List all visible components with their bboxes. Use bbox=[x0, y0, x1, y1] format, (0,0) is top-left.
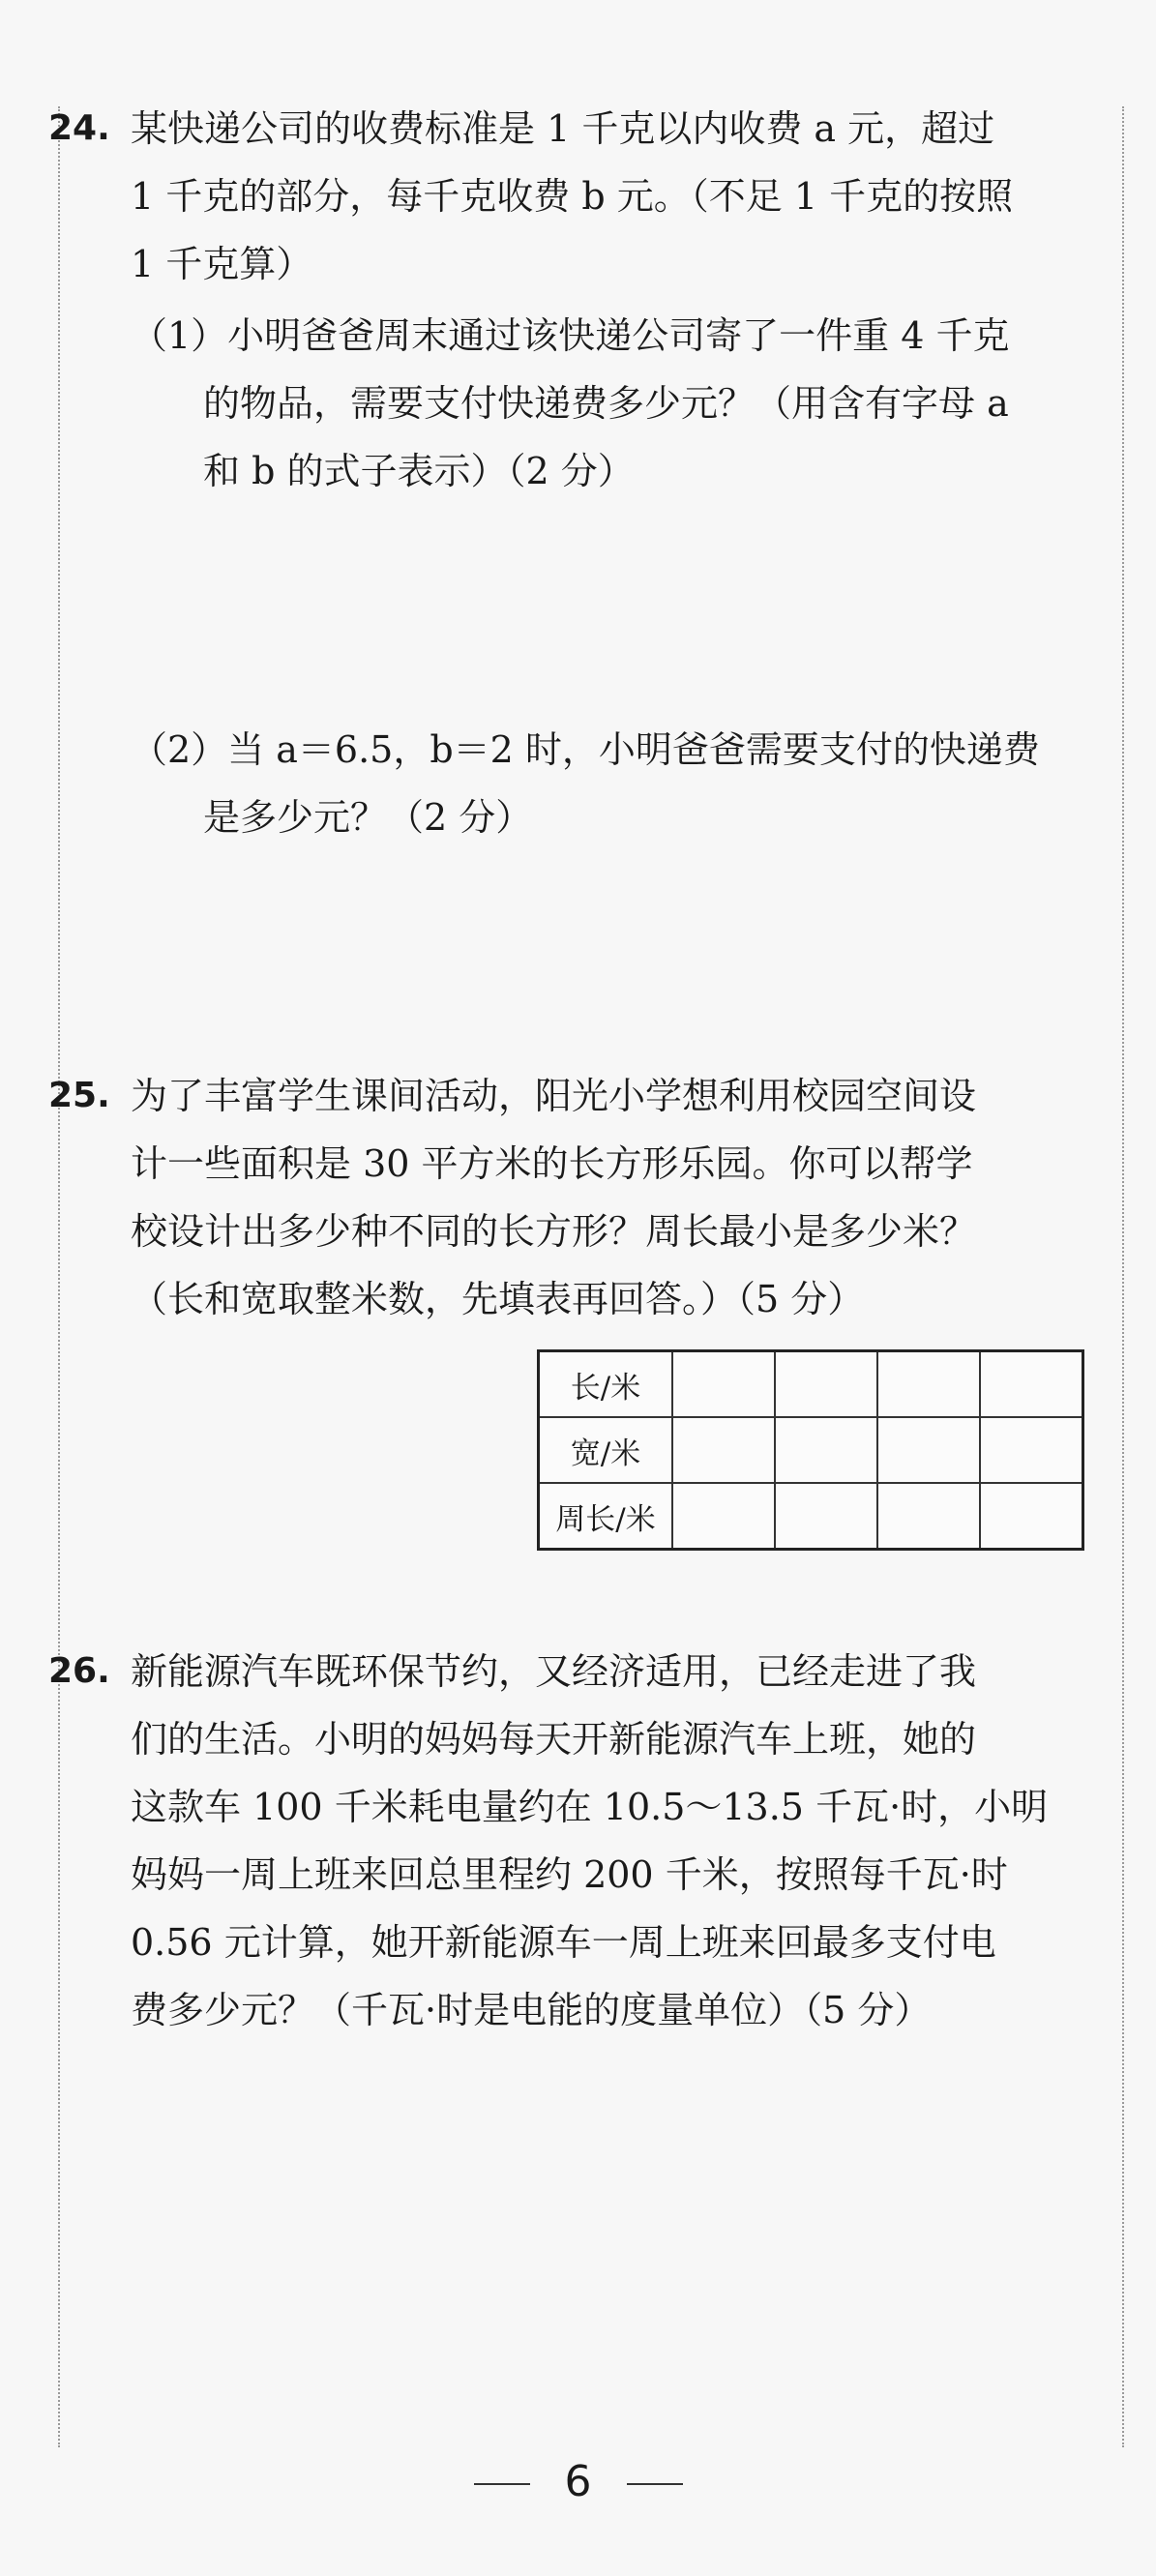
answer-cell[interactable] bbox=[672, 1417, 775, 1483]
answer-table bbox=[537, 1349, 1084, 1551]
question-24-line: 某快递公司的收费标准是 1 千克以内收费 a 元，超过 bbox=[131, 107, 995, 150]
answer-cell[interactable] bbox=[877, 1417, 980, 1483]
question-25-line: 为了丰富学生课间活动，阳光小学想利用校园空间设 bbox=[131, 1075, 977, 1117]
question-26-line: 0.56 元计算，她开新能源车一周上班来回最多支付电 bbox=[131, 1921, 996, 1964]
table-row bbox=[539, 1483, 1083, 1550]
table-row bbox=[539, 1417, 1083, 1483]
question-24-part2-line: （2）当 a＝6.5，b＝2 时，小明爸爸需要支付的快递费 bbox=[131, 728, 1040, 771]
question-24-part1-line: （1）小明爸爸周末通过该快递公司寄了一件重 4 千克 bbox=[131, 314, 1010, 357]
question-24-part1-line: 的物品，需要支付快递费多少元？（用含有字母 a bbox=[203, 382, 1009, 425]
answer-cell[interactable] bbox=[877, 1483, 980, 1550]
question-25-line: 校设计出多少种不同的长方形？周长最小是多少米？ bbox=[131, 1210, 977, 1253]
question-26-line: 们的生活。小明的妈妈每天开新能源汽车上班，她的 bbox=[131, 1718, 977, 1761]
question-24-line: 1 千克的部分，每千克收费 b 元。（不足 1 千克的按照 bbox=[131, 175, 1014, 218]
table-row-header: 周长/米 bbox=[539, 1483, 673, 1550]
footer-dash-right bbox=[627, 2483, 683, 2485]
question-25-number: 25. bbox=[48, 1076, 110, 1115]
question-26-line: 这款车 100 千米耗电量约在 10.5～13.5 千瓦·时，小明 bbox=[131, 1786, 1049, 1828]
answer-cell[interactable] bbox=[775, 1483, 877, 1550]
page-footer bbox=[0, 2457, 1156, 2506]
answer-cell[interactable] bbox=[980, 1417, 1083, 1483]
answer-cell[interactable] bbox=[980, 1351, 1083, 1418]
question-24-part2-line: 是多少元？（2 分） bbox=[203, 796, 533, 839]
table-row bbox=[539, 1351, 1083, 1418]
question-26-number: 26. bbox=[48, 1651, 110, 1691]
table-row-header: 宽/米 bbox=[539, 1417, 673, 1483]
answer-cell[interactable] bbox=[877, 1351, 980, 1418]
answer-cell[interactable] bbox=[775, 1417, 877, 1483]
footer-dash-left bbox=[474, 2483, 530, 2485]
question-24-line: 1 千克算） bbox=[131, 243, 313, 285]
question-26-line: 新能源汽车既环保节约，又经济适用，已经走进了我 bbox=[131, 1650, 977, 1693]
table-row-header: 长/米 bbox=[539, 1351, 673, 1418]
question-24-part1-line: 和 b 的式子表示）（2 分） bbox=[203, 450, 635, 492]
answer-cell[interactable] bbox=[775, 1351, 877, 1418]
question-25-line: 计一些面积是 30 平方米的长方形乐园。你可以帮学 bbox=[131, 1142, 973, 1185]
page-number: 6 bbox=[564, 2457, 592, 2506]
question-25-line: （长和宽取整米数，先填表再回答。）（5 分） bbox=[131, 1278, 865, 1320]
answer-cell[interactable] bbox=[672, 1483, 775, 1550]
answer-cell[interactable] bbox=[980, 1483, 1083, 1550]
left-margin-line bbox=[58, 106, 60, 2447]
answer-cell[interactable] bbox=[672, 1351, 775, 1418]
question-26-line: 费多少元？（千瓦·时是电能的度量单位）（5 分） bbox=[131, 1989, 932, 2031]
question-24-number: 24. bbox=[48, 108, 110, 148]
question-26-line: 妈妈一周上班来回总里程约 200 千米，按照每千瓦·时 bbox=[131, 1853, 1008, 1896]
